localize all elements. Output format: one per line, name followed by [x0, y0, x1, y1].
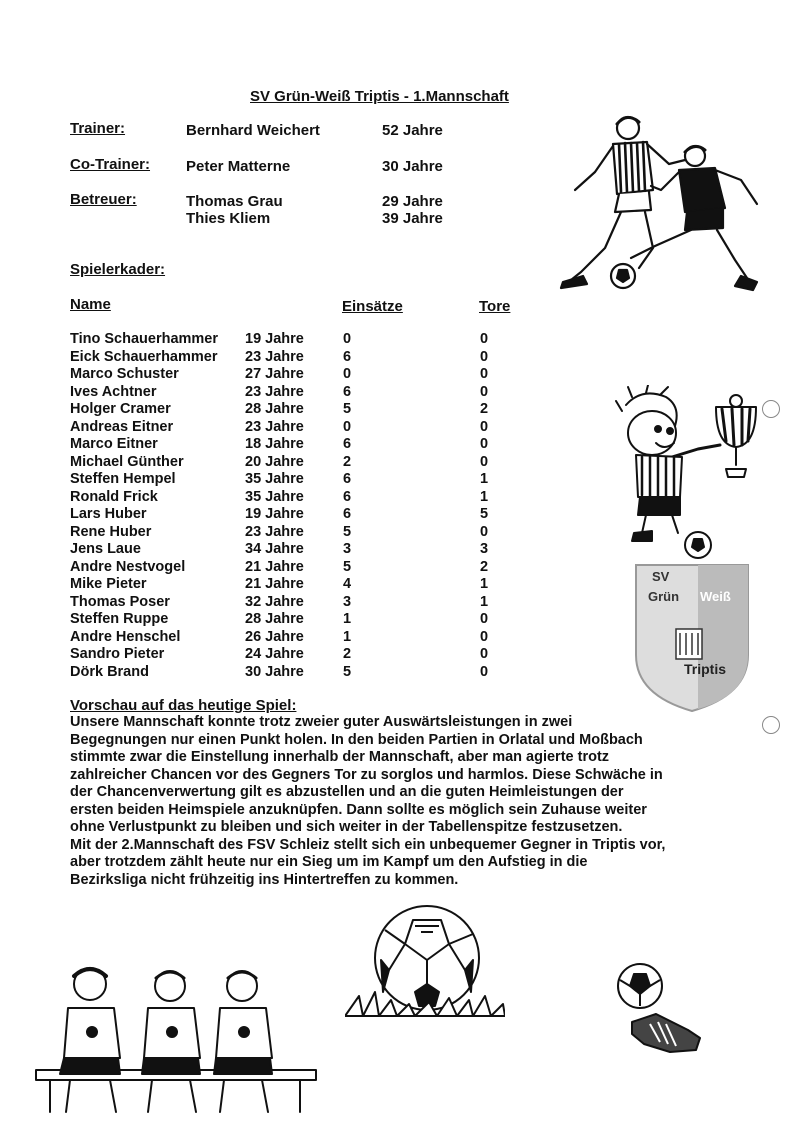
- player-einsaetze: 6: [343, 506, 352, 522]
- table-row: [70, 384, 530, 402]
- player-einsaetze: 0: [343, 366, 352, 382]
- player-tore: 0: [480, 611, 489, 627]
- preview-line: zahlreicher Chancen vor des Gegners Tor zu sorglos und harmlos. Diese Schwäche in: [70, 766, 663, 783]
- player-age: 20 Jahre: [245, 453, 304, 470]
- player-name: Marco Schuster: [70, 366, 179, 382]
- club-emblem: [628, 555, 758, 715]
- table-row: [70, 331, 530, 349]
- player-einsaetze: 2: [343, 646, 352, 662]
- player-tore: 2: [480, 401, 489, 417]
- player-name: Andreas Eitner: [70, 418, 174, 435]
- table-row: [70, 436, 530, 454]
- player-name: Holger Cramer: [70, 401, 171, 417]
- player-age: 23 Jahre: [245, 523, 304, 540]
- player-einsaetze: 6: [343, 471, 352, 487]
- preview-line: ersten beiden Heimspiele anzuknüpfen. Dann sollte es möglich sein Zuhause weiter: [70, 801, 647, 818]
- player-name: Eick Schauerhammer: [70, 348, 218, 365]
- preview-line: stimmte zwar die Einstellung innerhalb der Mannschaft, aber man agierte trotz: [70, 749, 610, 765]
- player-einsaetze: 5: [343, 401, 352, 417]
- preview-line: Begegnungen nur einen Punkt holen. In den beiden Partien in Orlatal und Moßbach: [70, 731, 643, 748]
- player-einsaetze: 6: [343, 436, 352, 452]
- player-tore: 5: [480, 506, 489, 522]
- player-tore: 1: [480, 488, 489, 505]
- cotrainer-name: Peter Matterne: [186, 158, 291, 175]
- player-tore: 0: [480, 628, 489, 645]
- table-row: [70, 419, 530, 437]
- player-einsaetze: 0: [343, 418, 352, 435]
- player-einsaetze: 0: [343, 331, 352, 347]
- table-row: [70, 629, 530, 647]
- player-age: 27 Jahre: [245, 366, 304, 382]
- player-name: Sandro Pieter: [70, 646, 165, 662]
- table-row: [70, 559, 530, 577]
- player-name: Ives Achtner: [70, 383, 157, 400]
- player-einsaetze: 4: [343, 576, 352, 592]
- trainer-label: Trainer:: [70, 120, 126, 137]
- table-row: [70, 646, 530, 664]
- player-name: Steffen Hempel: [70, 471, 176, 487]
- preview-text: [70, 714, 730, 889]
- player-einsaetze: 5: [343, 523, 352, 540]
- player-tore: 1: [480, 471, 489, 487]
- player-age: 32 Jahre: [245, 593, 304, 610]
- col-einsaetze-header: Einsätze: [342, 298, 403, 315]
- betreuer-name-1: Thomas Grau: [186, 193, 283, 210]
- player-age: 35 Jahre: [245, 488, 304, 505]
- player-tore: 2: [480, 558, 489, 575]
- betreuer-age-1: 29 Jahre: [382, 193, 443, 210]
- player-name: Rene Huber: [70, 523, 152, 540]
- player-name: Marco Eitner: [70, 436, 158, 452]
- player-einsaetze: 1: [343, 628, 352, 645]
- cotrainer-label: Co-Trainer:: [70, 156, 151, 173]
- table-row: [70, 524, 530, 542]
- player-einsaetze: 6: [343, 488, 352, 505]
- betreuer-name-2: Thies Kliem: [186, 210, 271, 227]
- player-tore: 0: [480, 663, 489, 680]
- emblem-town: Triptis: [684, 661, 727, 677]
- table-row: [70, 401, 530, 419]
- emblem-line-3: Weiß: [700, 589, 731, 604]
- player-einsaetze: 6: [343, 383, 352, 400]
- table-row: [70, 576, 530, 594]
- player-age: 19 Jahre: [245, 506, 304, 522]
- col-tore-header: Tore: [479, 298, 511, 315]
- player-name: Steffen Ruppe: [70, 611, 169, 627]
- trainer-name: Bernhard Weichert: [186, 122, 320, 139]
- player-name: Jens Laue: [70, 541, 141, 557]
- player-tore: 0: [480, 383, 489, 400]
- player-tore: 1: [480, 593, 489, 610]
- player-age: 26 Jahre: [245, 628, 304, 645]
- player-tore: 0: [480, 523, 489, 540]
- player-tore: 0: [480, 331, 489, 347]
- player-age: 30 Jahre: [245, 663, 304, 680]
- betreuer-label: Betreuer:: [70, 191, 137, 208]
- punch-hole: [762, 400, 780, 418]
- table-row: [70, 594, 530, 612]
- preview-heading: Vorschau auf das heutige Spiel:: [70, 697, 297, 714]
- players-on-bench-illustration: [30, 962, 330, 1122]
- player-age: 19 Jahre: [245, 331, 304, 347]
- table-row: [70, 471, 530, 489]
- trainer-age: 52 Jahre: [382, 122, 443, 139]
- player-age: 28 Jahre: [245, 401, 304, 417]
- player-age: 23 Jahre: [245, 348, 304, 365]
- table-row: [70, 506, 530, 524]
- player-einsaetze: 1: [343, 611, 352, 627]
- player-name: Lars Huber: [70, 506, 147, 522]
- player-name: Mike Pieter: [70, 576, 147, 592]
- player-tore: 0: [480, 348, 489, 365]
- player-einsaetze: 6: [343, 348, 352, 365]
- player-tore: 3: [480, 541, 489, 557]
- player-age: 18 Jahre: [245, 436, 304, 452]
- squad-heading: Spielerkader:: [70, 261, 166, 278]
- player-age: 23 Jahre: [245, 383, 304, 400]
- player-name: Michael Günther: [70, 453, 184, 470]
- player-einsaetze: 5: [343, 558, 352, 575]
- preview-line: Mit der 2.Mannschaft des FSV Schleiz stellt sich ein unbequemer Gegner in Triptis vor,: [70, 836, 666, 853]
- player-age: 23 Jahre: [245, 418, 304, 435]
- player-age: 28 Jahre: [245, 611, 304, 627]
- page-title: SV Grün-Weiß Triptis - 1.Mannschaft: [250, 88, 509, 105]
- player-name: Thomas Poser: [70, 593, 170, 610]
- player-tore: 0: [480, 453, 489, 470]
- football-players-illustration: [535, 108, 775, 298]
- table-row: [70, 349, 530, 367]
- table-row: [70, 664, 530, 682]
- emblem-line-2: Grün: [648, 589, 680, 604]
- table-row: [70, 454, 530, 472]
- boy-with-trophy-illustration: [612, 385, 762, 560]
- preview-line: ohne Verlustpunkt zu bleiben und sich weiter in der Tabellenspitze festzusetzen.: [70, 819, 623, 835]
- player-name: Tino Schauerhammer: [70, 331, 219, 347]
- player-name: Andre Nestvogel: [70, 558, 186, 575]
- player-einsaetze: 5: [343, 663, 352, 680]
- player-age: 21 Jahre: [245, 576, 304, 592]
- player-tore: 0: [480, 646, 489, 662]
- preview-line: Unsere Mannschaft konnte trotz zweier guter Auswärtsleistungen in zwei: [70, 714, 573, 730]
- player-age: 35 Jahre: [245, 471, 304, 487]
- player-tore: 0: [480, 418, 489, 435]
- player-einsaetze: 2: [343, 453, 352, 470]
- punch-hole: [762, 716, 780, 734]
- preview-line: Bezirksliga nicht frühzeitig ins Hintertreffen zu kommen.: [70, 871, 459, 888]
- player-name: Dörk Brand: [70, 663, 149, 680]
- player-tore: 0: [480, 436, 489, 452]
- table-row: [70, 366, 530, 384]
- player-einsaetze: 3: [343, 593, 352, 610]
- betreuer-age-2: 39 Jahre: [382, 210, 443, 227]
- preview-line: der Chancenverwertung gilt es abzustellen und an die guten Heimleistungen der: [70, 784, 624, 800]
- player-age: 21 Jahre: [245, 558, 304, 575]
- player-age: 34 Jahre: [245, 541, 304, 557]
- ball-and-boot-illustration: [610, 960, 705, 1060]
- soccer-ball-grass-illustration: [345, 900, 505, 1020]
- cotrainer-age: 30 Jahre: [382, 158, 443, 175]
- player-einsaetze: 3: [343, 541, 352, 557]
- player-name: Ronald Frick: [70, 488, 158, 505]
- table-row: [70, 541, 530, 559]
- table-row: [70, 611, 530, 629]
- col-name-header: Name: [70, 296, 111, 313]
- preview-line: aber trotzdem zählt heute nur ein Sieg um im Kampf um den Aufstieg in die: [70, 854, 588, 870]
- table-row: [70, 489, 530, 507]
- player-age: 24 Jahre: [245, 646, 304, 662]
- player-name: Andre Henschel: [70, 628, 181, 645]
- player-tore: 1: [480, 576, 489, 592]
- player-tore: 0: [480, 366, 489, 382]
- emblem-line-1: SV: [652, 569, 670, 584]
